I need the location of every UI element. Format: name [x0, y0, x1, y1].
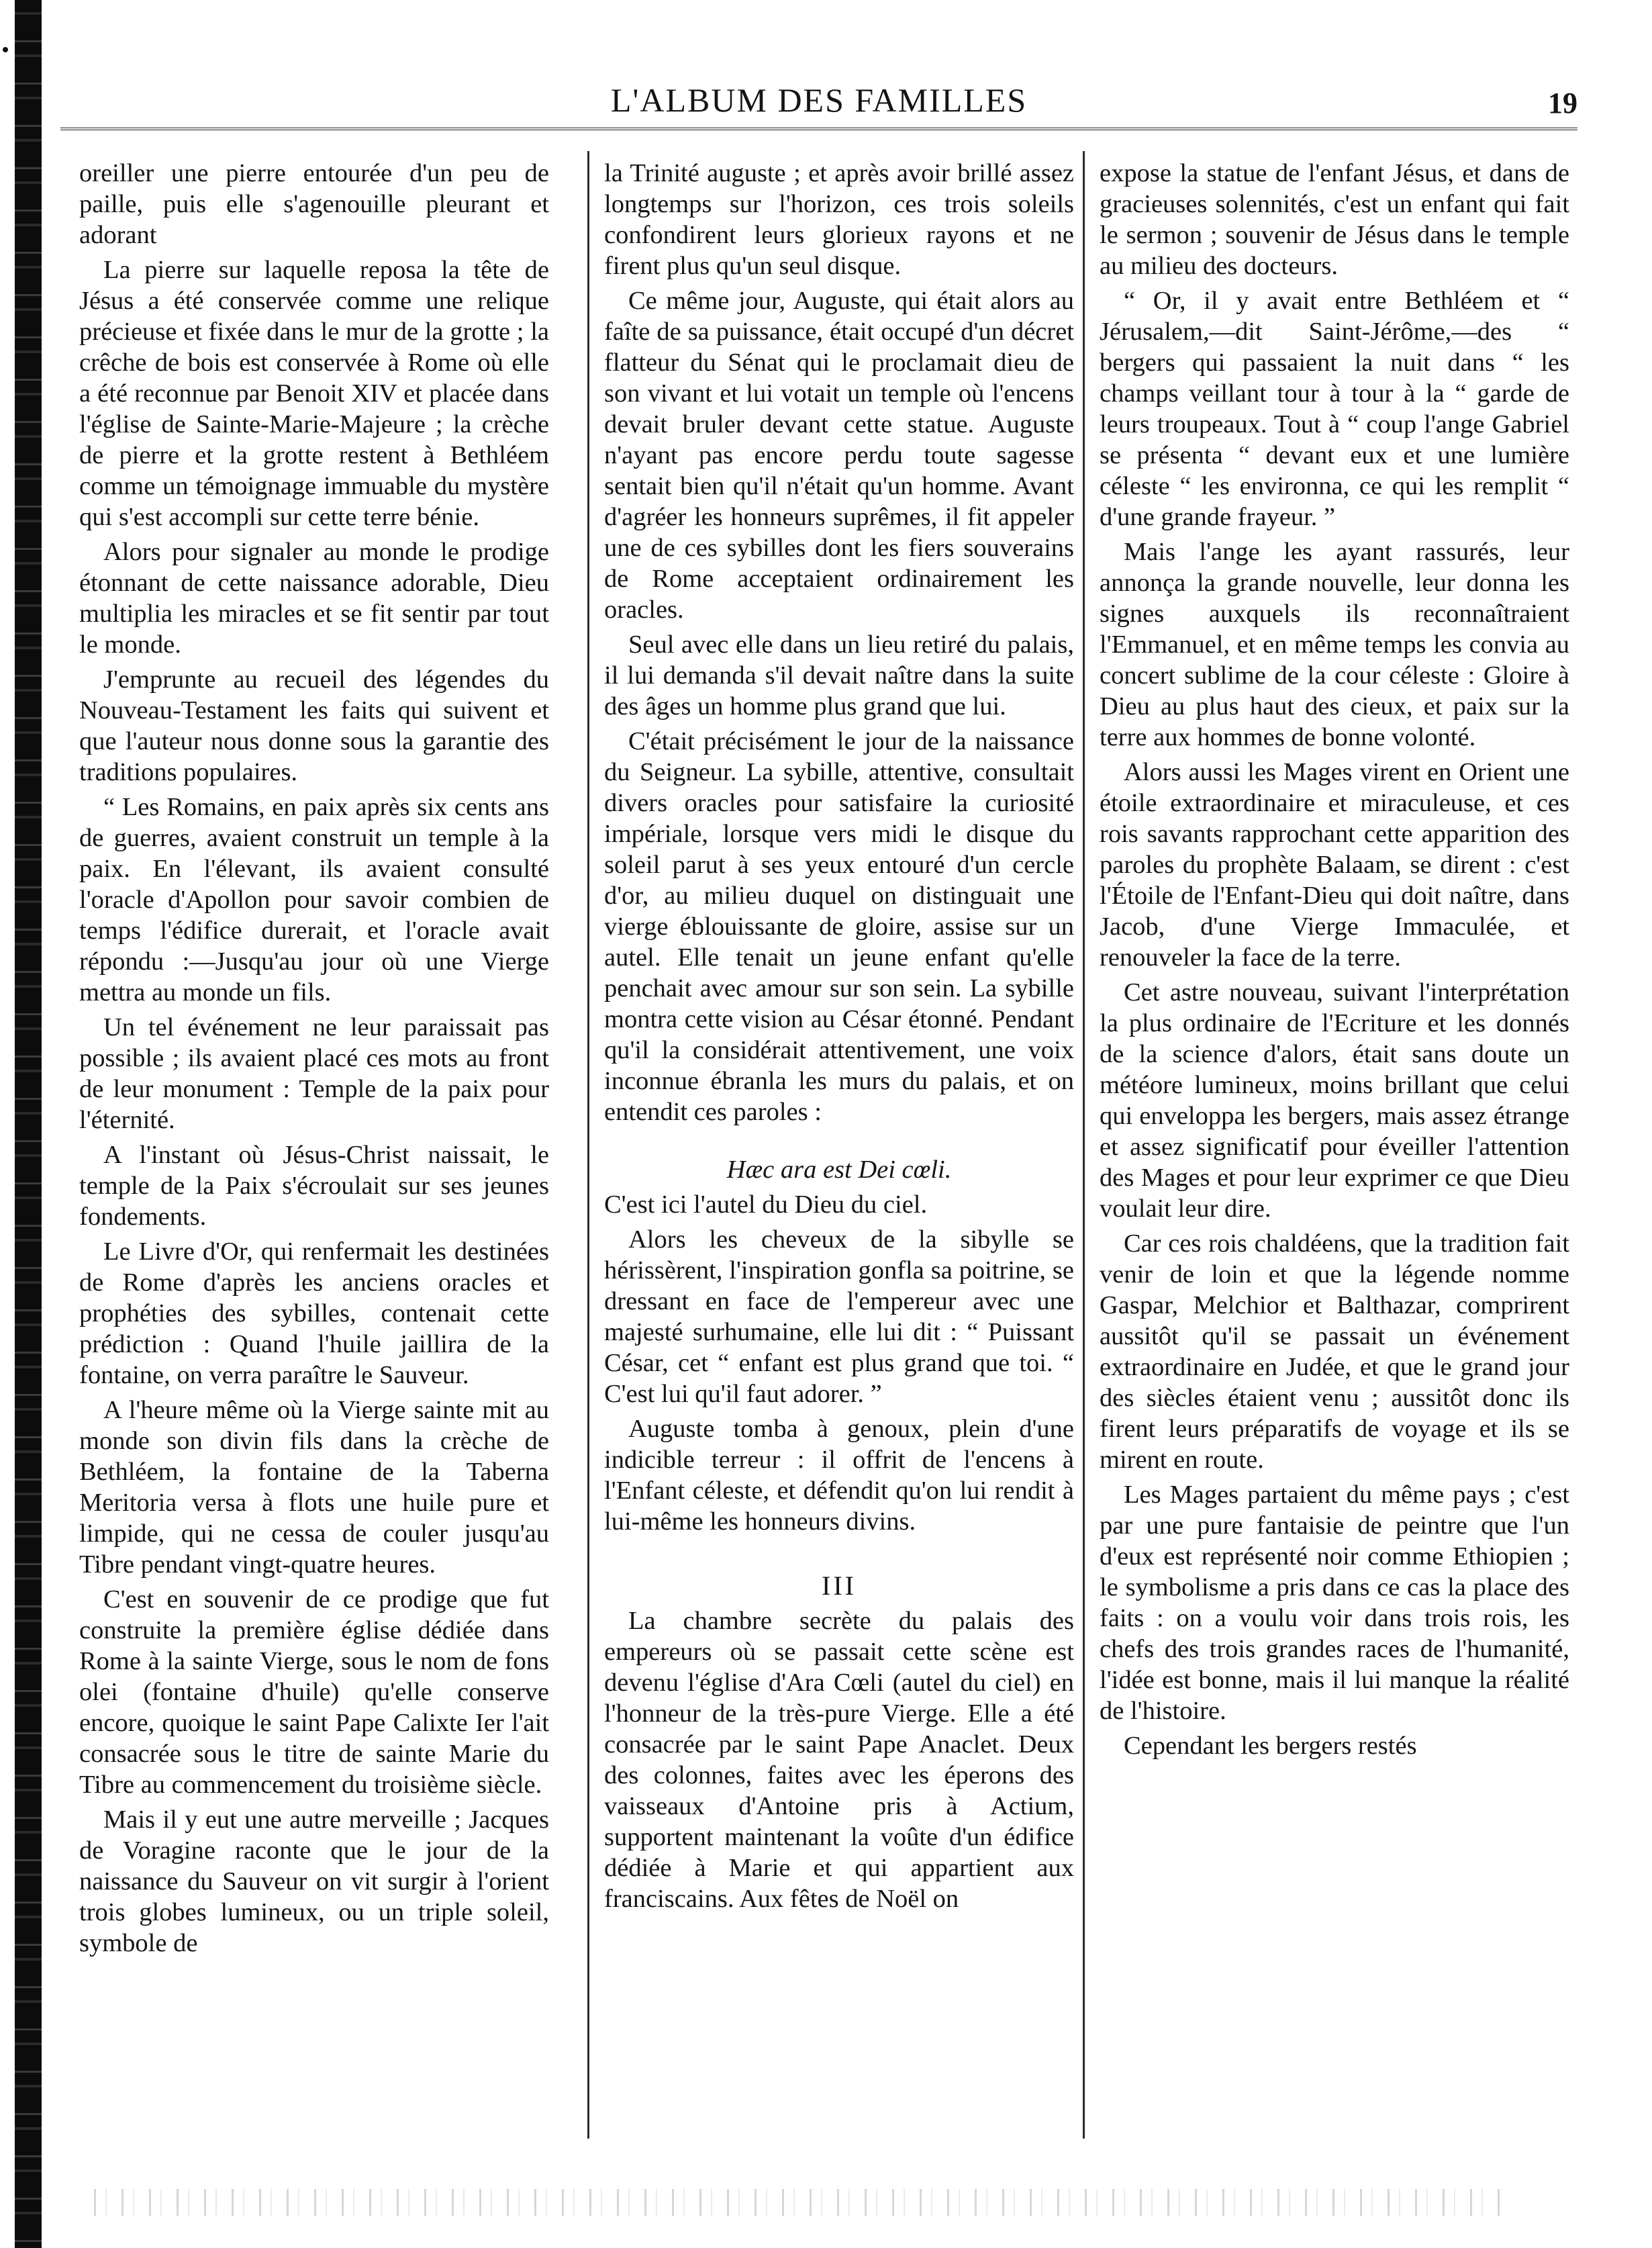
paragraph: Car ces rois chaldéens, que la tradition fait venir de loin et que la légende nomme Gaspar, Melchior et Balthazar, comprirent aussitôt qu'il se passait un événement extraordinaire en Judée, et que le grand jour des siècles étaient venu ; aussitôt donc ils firent leurs préparatifs de voyage et ils se mirent en route. — [1100, 1229, 1569, 1474]
paragraph: Mais l'ange les ayant rassurés, leur annonça la grande nouvelle, leur donna les signes auxquels ils reconnaîtraient l'Emmanuel, et en même temps les convia au concert sublime de la cour céleste : Gloire à Dieu au plus haut des cieux, et paix sur la terre aux hommes de bonne volonté. — [1100, 538, 1569, 751]
paragraph: la Trinité auguste ; et après avoir brillé assez longtemps sur l'horizon, ces trois soleils confondirent leurs glorieux rayons et ne firent plus qu'un seul disque. — [604, 159, 1074, 280]
paragraph: Alors les cheveux de la sibylle se hérissèrent, l'inspiration gonfla sa poitrine, se dressant en face de l'empereur avec une majesté surhumaine, elle lui dit : “ Puissant César, cet “ enfant est plus grand que toi. “ C'est lui qu'il faut adorer. ” — [604, 1225, 1074, 1408]
scan-speck — [3, 47, 8, 52]
paragraph: C'est en souvenir de ce prodige que fut construite la première église dédiée dans Rome à la sainte Vierge, sous le nom de fons olei (fontaine d'huile) qu'elle conserve encore, quoique le saint Pape Calixte Ier l'ait consacrée sous le titre de sainte Marie du Tibre au commencement du troisième siècle. — [79, 1585, 549, 1799]
paragraph: A l'heure même où la Vierge sainte mit au monde son divin fils dans la crèche de Bethléem, la fontaine de la Taberna Meritoria versa à flots une huile pure et limpide, qui ne cessa de couler jusqu'au Tibre pendant vingt-quatre heures. — [79, 1396, 549, 1579]
paragraph: C'est ici l'autel du Dieu du ciel. — [604, 1190, 928, 1219]
section-heading: III — [822, 1571, 857, 1601]
paragraph: Un tel événement ne leur paraissait pas possible ; ils avaient placé ces mots au front de leur monument : Temple de la paix pour l'éternité. — [79, 1013, 549, 1134]
scan-noise-strip — [94, 2189, 1504, 2216]
paragraph: C'était précisément le jour de la naissance du Seigneur. La sybille, attentive, consultait divers oracles pour satisfaire la curiosité impériale, lorsque vers midi le disque du soleil parut à ses yeux entouré d'un cercle d'or, au milieu duquel on distinguait une vierge éblouissante de gloire, assise sur un autel. Elle tenait un jeune enfant qu'elle penchait avec amour sur son sein. La sybille montra cette vision au César étonné. Pendant qu'il la considérait attentivement, une voix inconnue ébranla les murs du palais, et on entendit ces paroles : — [604, 727, 1074, 1126]
paragraph: Auguste tomba à genoux, plein d'une indicible terreur : il offrit de l'encens à l'Enfant céleste, et défendit qu'on lui rendit à lui-même les honneurs divins. — [604, 1415, 1074, 1536]
paragraph: Cet astre nouveau, suivant l'interprétation la plus ordinaire de l'Ecriture et les donnés de la science d'alors, était sans doute un météore lumineux, moins brillant que celui qui enveloppa les bergers, mais assez étrange et assez significatif pour éveiller l'attention des Mages et pour leur exprimer ce que Dieu voulait leur dire. — [1100, 978, 1569, 1223]
page-header — [60, 81, 1577, 130]
text-column-3 — [1100, 158, 1569, 2139]
scan-binding-edge — [15, 0, 42, 2248]
paragraph: expose la statue de l'enfant Jésus, et dans de gracieuses solennités, c'est un enfant qui fait le sermon ; souvenir de Jésus dans le temple au milieu des docteurs. — [1100, 159, 1569, 280]
text-column-2 — [604, 158, 1074, 2139]
page-number: 19 — [1548, 87, 1577, 120]
paragraph: Seul avec elle dans un lieu retiré du palais, il lui demanda s'il devait naître dans la suite des âges un homme plus grand que lui. — [604, 630, 1074, 720]
paragraph: Alors pour signaler au monde le prodige étonnant de cette naissance adorable, Dieu multiplia les miracles et se fit sentir par tout le monde. — [79, 538, 549, 659]
paragraph: La pierre sur laquelle reposa la tête de Jésus a été conservée comme une relique précieuse et fixée dans le mur de la grotte ; la crêche de bois est conservée à Rome où elle a été reconnue par Benoit XIV et placée dans l'église de Sainte-Marie-Majeure ; la crèche de pierre et la grotte restent à Bethléem comme un témoignage immuable du mystère qui s'est accompli sur cette terre bénie. — [79, 256, 549, 531]
paragraph: Le Livre d'Or, qui renfermait les destinées de Rome d'après les anciens oracles et prophéties des sybilles, contenait cette prédiction : Quand l'huile jaillira de la fontaine, on verra paraître le Sauveur. — [79, 1237, 549, 1389]
column-rule-right — [1083, 151, 1085, 2139]
column-rule-left — [587, 151, 589, 2139]
paragraph: Mais il y eut une autre merveille ; Jacques de Voragine raconte que le jour de la naissance du Sauveur on vit surgir à l'orient trois globes lumineux, ou un triple soleil, symbole de — [79, 1806, 549, 1957]
journal-title: L'ALBUM DES FAMILLES — [610, 81, 1028, 119]
text-column-1 — [79, 158, 549, 2139]
paragraph: “ Les Romains, en paix après six cents ans de guerres, avaient construit un temple à la paix. En l'élevant, ils avaient consulté l'oracle d'Apollon pour savoir combien de temps l'édifice durerait, et l'oracle avait répondu :—Jusqu'au jour où une Vierge mettra au monde un fils. — [79, 793, 549, 1006]
paragraph: Les Mages partaient du même pays ; c'est par une pure fantaisie de peintre que l'un d'eux est représenté noir comme Ethiopien ; le symbolisme a pris dans ce cas la place des faits : on a voulu voir dans trois rois, les chefs des trois grandes races de l'humanité, l'idée est bonne, mais il lui manque la réalité de l'histoire. — [1100, 1481, 1569, 1725]
latin-inscription: Hæc ara est Dei cœli. — [726, 1156, 952, 1184]
paragraph: J'emprunte au recueil des légendes du Nouveau-Testament les faits qui suivent et que l'auteur nous donne sous la garantie des traditions populaires. — [79, 665, 549, 786]
paragraph: La chambre secrète du palais des empereurs où se passait cette scène est devenu l'église d'Ara Cœli (autel du ciel) en l'honneur de la très-pure Vierge. Elle a été consacrée par le saint Pape Anaclet. Deux des colonnes, faites avec les éperons des vaisseaux d'Antoine pris à Actium, supportent maintenant la voûte d'un édifice dédiée à Marie et qui appartient aux franciscains. Aux fêtes de Noël on — [604, 1607, 1074, 1913]
paragraph: Ce même jour, Auguste, qui était alors au faîte de sa puissance, était occupé d'un décret flatteur du Sénat qui le proclamait dieu de son vivant et lui votait un temple où l'encens devait bruler devant cette statue. Auguste n'ayant pas encore perdu toute sagesse sentait bien qu'il n'était qu'un homme. Avant d'agréer les honneurs suprêmes, il fit appeler une de ces sybilles dont les fiers souverains de Rome acceptaient ordinairement les oracles. — [604, 287, 1074, 624]
paragraph: A l'instant où Jésus-Christ naissait, le temple de la Paix s'écroulait sur ses jeunes fondements. — [79, 1141, 549, 1231]
paragraph: “ Or, il y avait entre Bethléem et “ Jérusalem,—dit Saint-Jérôme,—des “ bergers qui passaient la nuit dans “ les champs veillant tour à tour à la “ garde de leurs troupeaux. Tout à “ coup l'ange Gabriel se présenta “ devant eux et une lumière céleste “ les environna, ce qui les remplit “ d'une grande frayeur. ” — [1100, 287, 1569, 531]
paragraph: Alors aussi les Mages virent en Orient une étoile extraordinaire et miraculeuse, et ces rois savants rapprochant cette apparition des paroles du prophète Balaam, se dirent : c'est l'Étoile de l'Enfant-Dieu qui doit naître, dans Jacob, d'une Vierge Immaculée, et renouveler la face de la terre. — [1100, 758, 1569, 972]
paragraph: oreiller une pierre entourée d'un peu de paille, puis elle s'agenouille pleurant et adorant — [79, 159, 549, 249]
paragraph: Cependant les bergers restés — [1124, 1732, 1417, 1760]
